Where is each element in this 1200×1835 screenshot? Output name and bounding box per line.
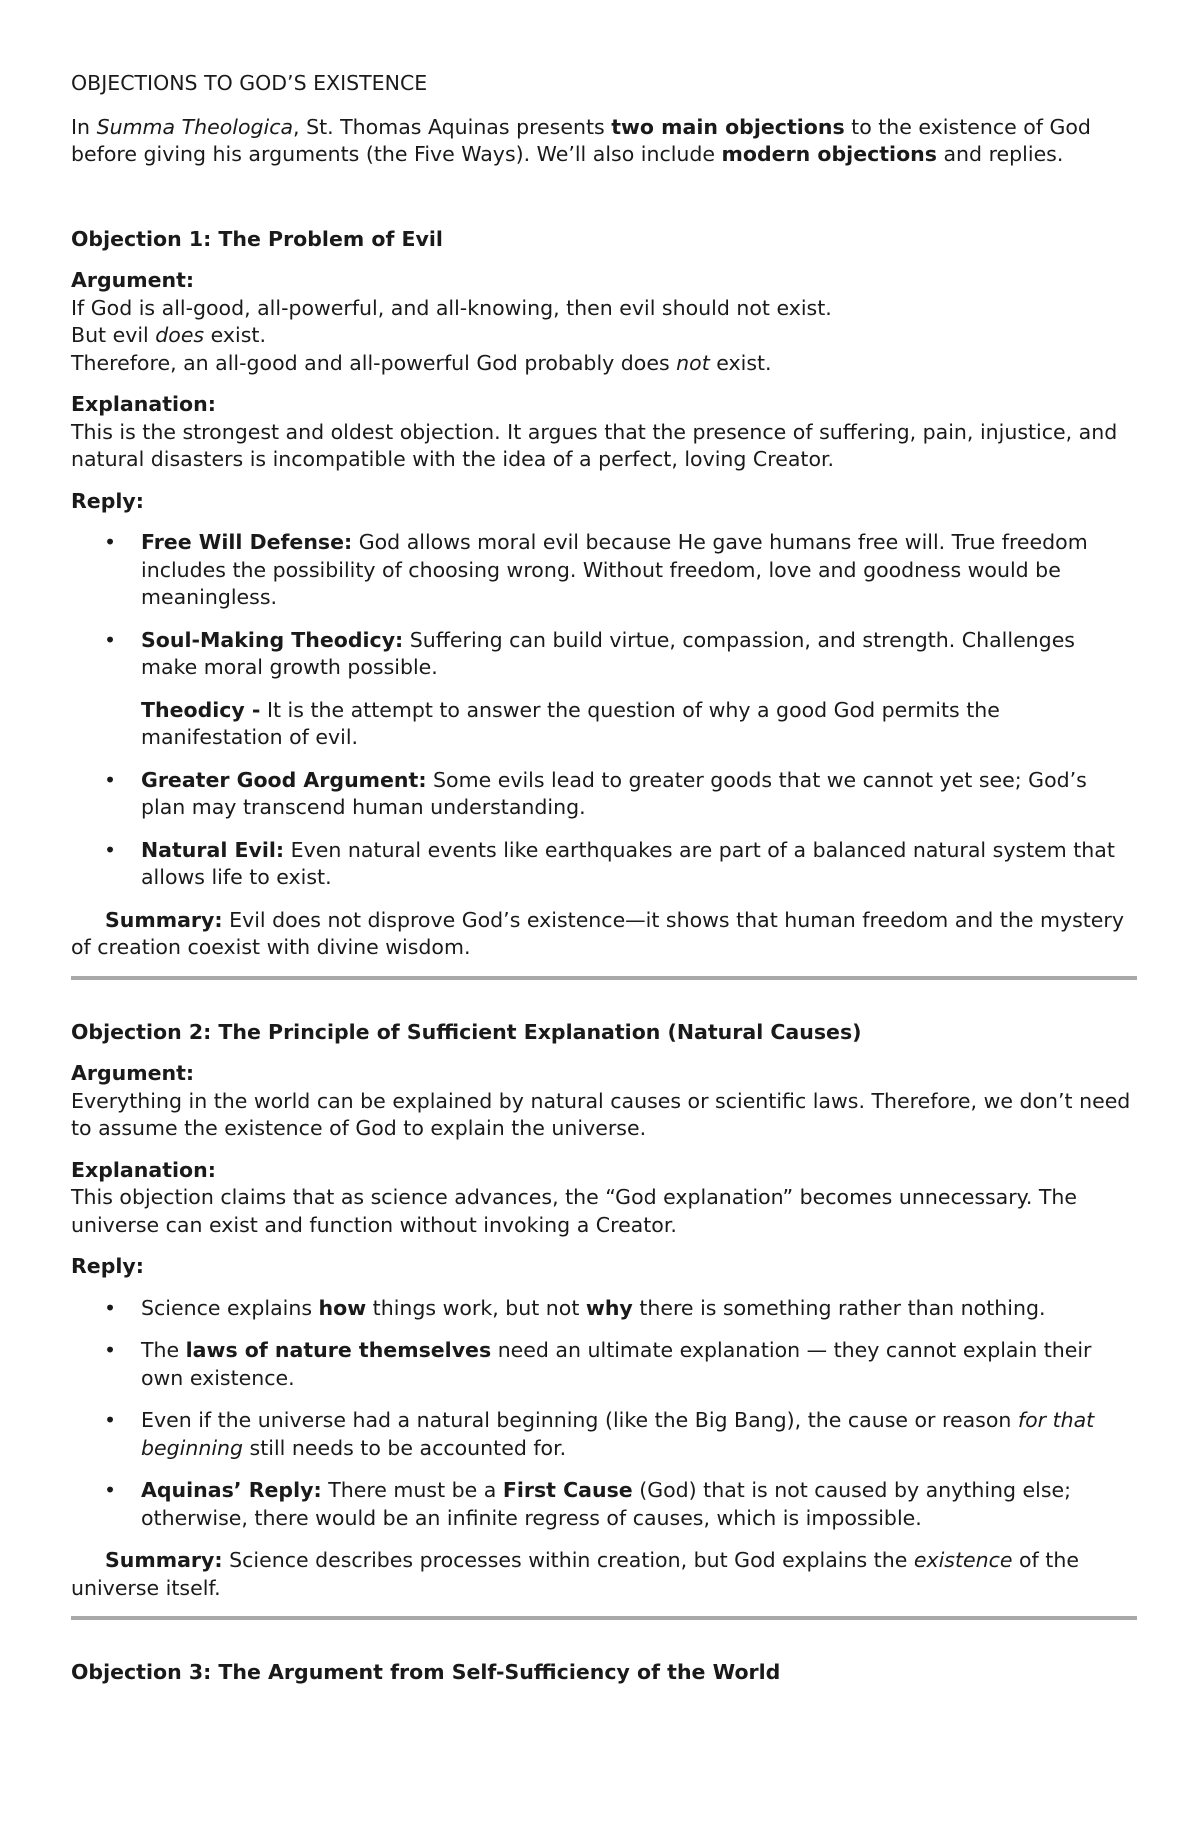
reply-list [71, 529, 1136, 682]
reply-title: Aquinas’ Reply: [141, 1478, 322, 1502]
list-item [71, 767, 1136, 822]
objection-2-section [71, 1019, 1136, 1621]
argument-line: If God is all-good, all-powerful, and all-knowing, then evil should not exist. [71, 295, 832, 320]
reply-text: there is something rather than nothing. [632, 1295, 1046, 1320]
argument-text: Everything in the world can be explained by natural causes or scientific laws. Therefore, we don’t need to assume the existence of God to explain the universe. [71, 1088, 1131, 1140]
reply-text: There must be a [321, 1478, 503, 1502]
theodicy-note [71, 697, 1136, 752]
reply-list [71, 767, 1136, 892]
intro-text: to the existence of God before giving his arguments (the Five Ways). We’ll also include [71, 114, 1091, 166]
reply-text: Even natural events like earthquakes are part of a balanced natural system that allows life to exist. [141, 837, 1115, 889]
list-item [71, 837, 1136, 892]
reply-emphasis: First Cause [502, 1478, 633, 1502]
explanation-label: Explanation: [71, 1157, 216, 1182]
objection-1-section [71, 226, 1136, 980]
argument-text: Therefore, an all-good and all-powerful God probably does [71, 350, 677, 375]
reply-text: God allows moral evil because He gave humans free will. True freedom includes the possibility of choosing wrong. Without freedom, love and goodness would be meaningless. [141, 530, 1088, 609]
reply-text: Some evils lead to greater goods that we cannot yet see; God’s plan may transcend human understanding. [141, 767, 1087, 819]
argument-emphasis: not [676, 350, 710, 375]
summary-emphasis: existence [913, 1548, 1013, 1572]
reply-title: Soul-Making Theodicy: [141, 627, 404, 652]
list-item [71, 529, 1136, 612]
reply-emphasis: how [318, 1295, 367, 1320]
list-item [71, 627, 1136, 682]
bullet-icon: • [104, 1478, 117, 1502]
bullet-icon: • [104, 1338, 117, 1362]
argument-line [71, 350, 1136, 378]
reply-emphasis: for that beginning [141, 1408, 1095, 1460]
theodicy-definition: It is the attempt to answer the question of why a good God permits the manifestation of evil. [141, 697, 1000, 749]
objection-3-section [71, 1659, 1136, 1687]
bullet-icon: • [104, 627, 117, 652]
summary-text: Science describes processes within creation, but God explains the [222, 1548, 914, 1572]
list-item [71, 1337, 1136, 1392]
explanation-text: This is the strongest and oldest objection. It argues that the presence of suffering, pain, injustice, and natural disasters is incompatible with the idea of a perfect, loving Creator. [71, 419, 1118, 471]
reply-list [71, 1295, 1136, 1533]
objection-2-heading: Objection 2: The Principle of Sufficient Explanation (Natural Causes) [71, 1019, 862, 1044]
summa-theologica-title: Summa Theologica [96, 114, 294, 139]
bullet-icon: • [104, 767, 117, 792]
intro-text: In [71, 114, 97, 139]
objection-3-heading: Objection 3: The Argument from Self-Sufficiency of the World [71, 1660, 781, 1684]
intro-paragraph [71, 114, 1136, 169]
reply-emphasis: laws of nature themselves [185, 1338, 492, 1362]
reply-label: Reply: [71, 488, 144, 513]
intro-text: , St. Thomas Aquinas presents [293, 114, 612, 139]
reply-title: Free Will Defense: [141, 530, 353, 554]
reply-text: need an ultimate explanation — they cannot explain their own existence. [141, 1338, 1092, 1390]
bullet-icon: • [104, 1295, 117, 1320]
argument-label: Argument: [71, 268, 195, 292]
argument-text: But evil [71, 323, 156, 347]
intro-emphasis: two main objections [611, 114, 845, 139]
explanation-text: This objection claims that as science advances, the “God explanation” becomes unnecessary. The universe can exist and function without invoking a Creator. [71, 1185, 1078, 1237]
list-item [71, 1407, 1136, 1462]
argument-emphasis: does [155, 323, 205, 347]
reply-text: Suffering can build virtue, compassion, and strength. Challenges make moral growth possible. [141, 627, 1075, 679]
argument-label: Argument: [71, 1061, 195, 1085]
reply-title: Greater Good Argument: [141, 767, 427, 792]
bullet-icon: • [104, 530, 117, 554]
intro-emphasis: modern objections [721, 142, 937, 166]
reply-text: (God) that is not caused by anything else; otherwise, there would be an infinite regress of causes, which is impossible. [141, 1478, 1072, 1530]
objection-1-heading: Objection 1: The Problem of Evil [71, 226, 443, 251]
document-title: OBJECTIONS TO GOD’S EXISTENCE [71, 71, 428, 95]
reply-text: Even if the universe had a natural beginning (like the Big Bang), the cause or reason [141, 1408, 1018, 1432]
argument-text: exist. [709, 350, 772, 375]
list-item [71, 1295, 1136, 1323]
reply-title: Natural Evil: [141, 837, 285, 862]
summary-text: of the universe itself. [71, 1548, 1079, 1600]
summary-label: Summary: [105, 1548, 223, 1572]
list-item [71, 1477, 1136, 1532]
reply-label: Reply: [71, 1254, 144, 1278]
summary-label: Summary: [105, 907, 223, 932]
bullet-icon: • [104, 837, 117, 862]
bullet-icon: • [104, 1408, 117, 1432]
argument-text: exist. [204, 323, 266, 347]
reply-text: Science explains [141, 1295, 319, 1320]
reply-text: The [141, 1338, 186, 1362]
summary-text: Evil does not disprove God’s existence—it shows that human freedom and the mystery of creation coexist with divine wisdom. [71, 907, 1124, 959]
explanation-label: Explanation: [71, 392, 216, 416]
reply-text: still needs to be accounted for. [243, 1435, 567, 1460]
document-page [71, 70, 1136, 1687]
summary-paragraph [71, 907, 1136, 962]
reply-emphasis: why [585, 1295, 633, 1320]
reply-text: things work, but not [366, 1295, 586, 1320]
intro-text: and replies. [936, 142, 1064, 166]
argument-line [71, 322, 1136, 350]
theodicy-term: Theodicy - [141, 697, 261, 722]
summary-paragraph [71, 1547, 1136, 1602]
